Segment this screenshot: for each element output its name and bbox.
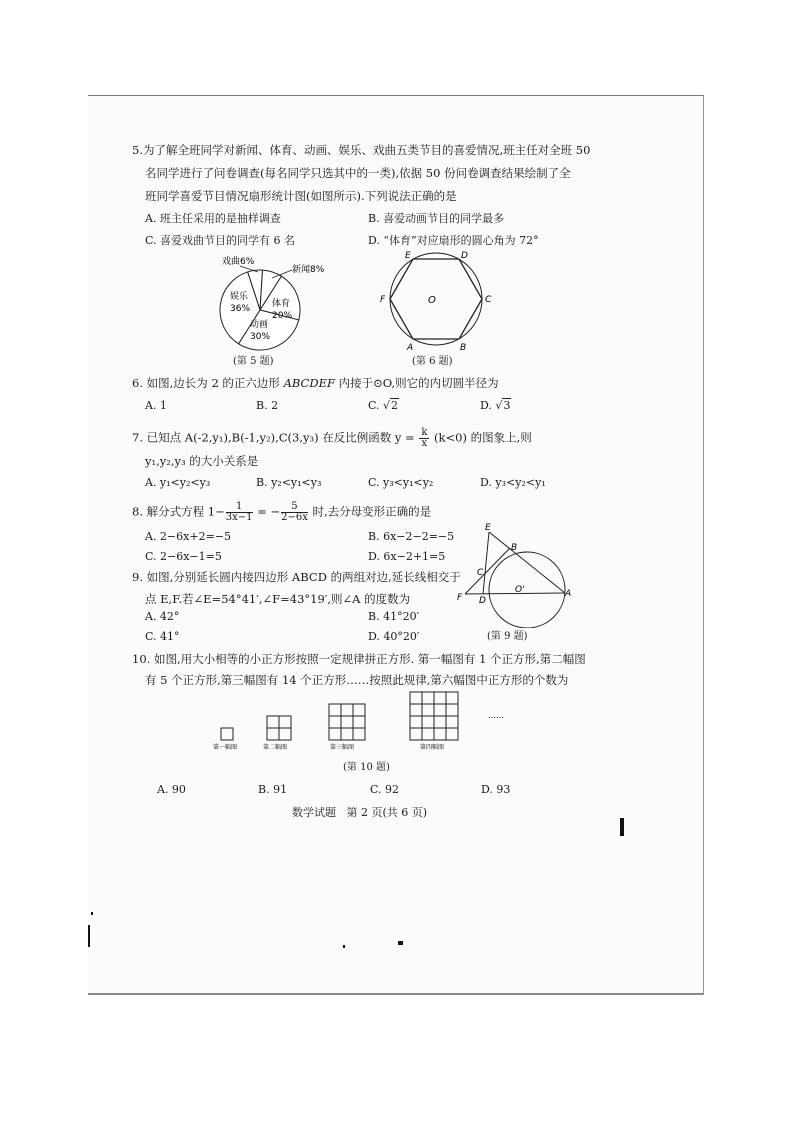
q6-stem-a: 6. 如图,边长为 2 的正六边形 — [132, 376, 284, 390]
label-a: A — [407, 343, 414, 353]
q5-option-b: B. 喜爱动画节目的同学最多 — [368, 212, 505, 225]
q7-fraction — [419, 428, 429, 449]
q7-stem-b: (k<0) 的图象上,则 — [430, 430, 532, 445]
q8-fraction-1 — [226, 502, 253, 523]
q8-f1-num: 1 — [226, 502, 253, 513]
q9-option-a: A. 42° — [145, 610, 180, 623]
fig-label-3: 第三幅图 — [330, 744, 355, 751]
circle-o — [390, 253, 482, 345]
q8-f1-den: 3x−1 — [225, 512, 253, 523]
q10-option-c: C. 92 — [370, 783, 400, 796]
q8-fraction-2 — [281, 502, 308, 523]
q7-frac-num: k — [421, 427, 428, 438]
q5-option-c: C. 喜爱戏曲节目的同学有 6 名 — [145, 234, 296, 247]
grid-cell — [341, 716, 353, 728]
grid-cell — [221, 728, 233, 740]
q9-line1: 9. 如图,分别延长圆内接四边形 ABCD 的两组对边,延长线相交于 — [132, 570, 461, 584]
q6-option-d: D. √3 — [480, 399, 511, 412]
q8-option-d: D. 6x−2+1=5 — [368, 550, 446, 563]
label-e: E — [405, 251, 411, 261]
q5-caption: (第 5 题) — [233, 356, 274, 367]
q6-option-c-radicand: 2 — [391, 399, 399, 412]
grid-cell — [353, 704, 365, 716]
grid-cell — [341, 728, 353, 740]
grid-figure-1 — [221, 728, 233, 740]
grid-cell — [279, 716, 291, 728]
q10-line2: 有 5 个正方形,第三幅图有 14 个正方形……按照此规律,第六幅图中正方形的个数为 — [145, 673, 569, 687]
grid-cell — [446, 692, 458, 704]
grid-cell — [434, 692, 446, 704]
q7-frac-den: x — [421, 438, 428, 449]
grid-cell — [410, 728, 422, 740]
q8-option-c: C. 2−6x−1=5 — [145, 550, 222, 563]
q9-line2: 点 E,F.若∠E=54°41′,∠F=43°19′,则∠A 的度数为 — [145, 592, 411, 606]
q7-stem-a: 7. 已知点 A(-2,y₁),B(-1,y₂),C(3,y₃) 在反比例函数 y = — [132, 430, 419, 445]
grid-cell — [446, 716, 458, 728]
q6-option-a: A. 1 — [145, 399, 167, 412]
pie-pct-yule: 36% — [230, 304, 251, 314]
q9-caption: (第 9 题) — [487, 631, 528, 642]
grid-cell — [329, 716, 341, 728]
page-footer: 数学试题 第 2 页(共 6 页) — [292, 806, 428, 819]
grid-cell — [410, 704, 422, 716]
label-o: O — [428, 295, 436, 306]
q8-option-a: A. 2−6x+2=−5 — [145, 530, 232, 543]
q8-stem-mid: = − — [253, 504, 281, 519]
grid-cell — [329, 728, 341, 740]
q7-stem — [132, 428, 532, 449]
q5-line2: 名同学进行了问卷调查(每名同学只选其中的一类),依据 50 份问卷调查结果绘制了全 — [145, 166, 571, 180]
q8-stem-b: 时,去分母变形正确的是 — [308, 504, 432, 519]
scan-speck — [91, 912, 93, 915]
grid-cell — [279, 728, 291, 740]
grid-cell — [267, 728, 279, 740]
grid-cell — [341, 704, 353, 716]
pie-label-tiyu: 体育 — [272, 299, 291, 309]
q9-option-b: B. 41°20′ — [368, 610, 420, 623]
grid-figure-2 — [267, 716, 291, 740]
grid-figure-3 — [329, 704, 365, 740]
hexagon-abcdef — [390, 259, 482, 339]
circle-o-prime — [489, 552, 565, 628]
label-f: F — [380, 295, 386, 305]
pie-label-xiqu: 戏曲6% — [222, 257, 255, 267]
q6-caption: (第 6 题) — [412, 356, 453, 367]
q6-hexagon-name: ABCDEF — [283, 376, 335, 390]
q9-option-d: D. 40°20′ — [368, 630, 420, 643]
fig-label-1: 第一幅图 — [213, 744, 238, 751]
grid-cell — [329, 704, 341, 716]
q10-line1: 10. 如图,用大小相等的小正方形按照一定规律拼正方形. 第一幅图有 1 个正方形,第二幅图 — [132, 652, 586, 666]
scan-speck — [88, 925, 90, 947]
fig-ellipsis: …… — [488, 711, 504, 720]
q10-square-figures — [205, 690, 525, 754]
grid-cell — [410, 692, 422, 704]
grid-cell — [434, 716, 446, 728]
scan-speck — [343, 945, 345, 948]
grid-cell — [422, 728, 434, 740]
q6-option-d-radicand: 3 — [503, 399, 511, 412]
q10-option-b: B. 91 — [258, 783, 288, 796]
label-c: C — [477, 568, 484, 578]
grid-cell — [446, 704, 458, 716]
grid-cell — [353, 728, 365, 740]
grid-cell — [422, 704, 434, 716]
grid-cell — [446, 728, 458, 740]
pie-label-xinwen: 新闻8% — [292, 265, 325, 275]
q8-stem — [132, 502, 431, 523]
q9-figure — [455, 520, 575, 628]
q7-line2: y₁,y₂,y₃ 的大小关系是 — [145, 454, 259, 468]
line-f-b — [465, 548, 510, 594]
scan-speck — [620, 818, 624, 836]
label-e: E — [485, 523, 491, 533]
q8-option-b: B. 6x−2−2=−5 — [368, 530, 455, 543]
q8-f2-num: 5 — [281, 502, 308, 513]
q7-option-c: C. y₃<y₁<y₂ — [368, 476, 434, 489]
fig-label-2: 第二幅图 — [263, 744, 288, 751]
label-d: D — [479, 596, 486, 606]
grid-figure-4 — [410, 692, 458, 740]
grid-cell — [434, 704, 446, 716]
pie-label-donghua: 动画 — [250, 320, 269, 330]
grid-cell — [434, 728, 446, 740]
q8-f2-den: 2−6x — [281, 512, 308, 523]
grid-cell — [267, 716, 279, 728]
q7-option-d: D. y₃<y₂<y₁ — [480, 476, 546, 489]
grid-cell — [353, 716, 365, 728]
grid-cell — [422, 716, 434, 728]
q9-option-c: C. 41° — [145, 630, 180, 643]
label-d: D — [461, 251, 468, 261]
q6-option-c: C. √2 — [368, 399, 399, 412]
scanned-page — [88, 95, 704, 995]
q5-line3: 班同学喜爱节目情况扇形统计图(如图所示).下列说法正确的是 — [145, 189, 457, 203]
label-a: A — [565, 589, 572, 599]
q5-option-a: A. 班主任采用的是抽样调查 — [145, 212, 281, 225]
q8-stem-a: 8. 解分式方程 1− — [132, 504, 225, 519]
q6-option-c-label: C. — [368, 399, 384, 412]
q6-stem — [132, 376, 499, 390]
grid-cell — [410, 716, 422, 728]
pie-pct-tiyu: 20% — [272, 311, 293, 321]
q7-option-b: B. y₂<y₁<y₃ — [256, 476, 322, 489]
q5-pie-chart — [200, 252, 360, 352]
q7-option-a: A. y₁<y₂<y₃ — [145, 476, 211, 489]
label-c: C — [485, 295, 492, 305]
label-b: B — [511, 543, 518, 553]
label-f: F — [457, 593, 463, 603]
q5-option-d: D. “体育”对应扇形的圆心角为 72° — [368, 234, 539, 247]
q10-option-d: D. 93 — [481, 783, 511, 796]
q10-option-a: A. 90 — [157, 783, 186, 796]
q6-stem-b: 内接于⊙O,则它的内切圆半径为 — [334, 376, 499, 390]
grid-cell — [422, 692, 434, 704]
q6-hexagon-figure — [378, 248, 498, 360]
label-o-prime: O' — [515, 585, 525, 595]
q6-option-d-label: D. — [480, 399, 496, 412]
q10-caption: (第 10 题) — [343, 762, 390, 773]
pie-pct-donghua: 30% — [250, 332, 271, 342]
q6-option-b: B. 2 — [256, 399, 279, 412]
scan-speck — [398, 941, 403, 945]
q5-line1: 5.为了解全班同学对新闻、体育、动画、娱乐、戏曲五类节目的喜爱情况,班主任对全班 50 — [132, 143, 591, 157]
line-e-d — [483, 532, 489, 594]
pie-label-yule: 娱乐 — [230, 292, 249, 302]
label-b: B — [460, 343, 467, 353]
fig-label-4: 第四幅图 — [420, 744, 445, 751]
